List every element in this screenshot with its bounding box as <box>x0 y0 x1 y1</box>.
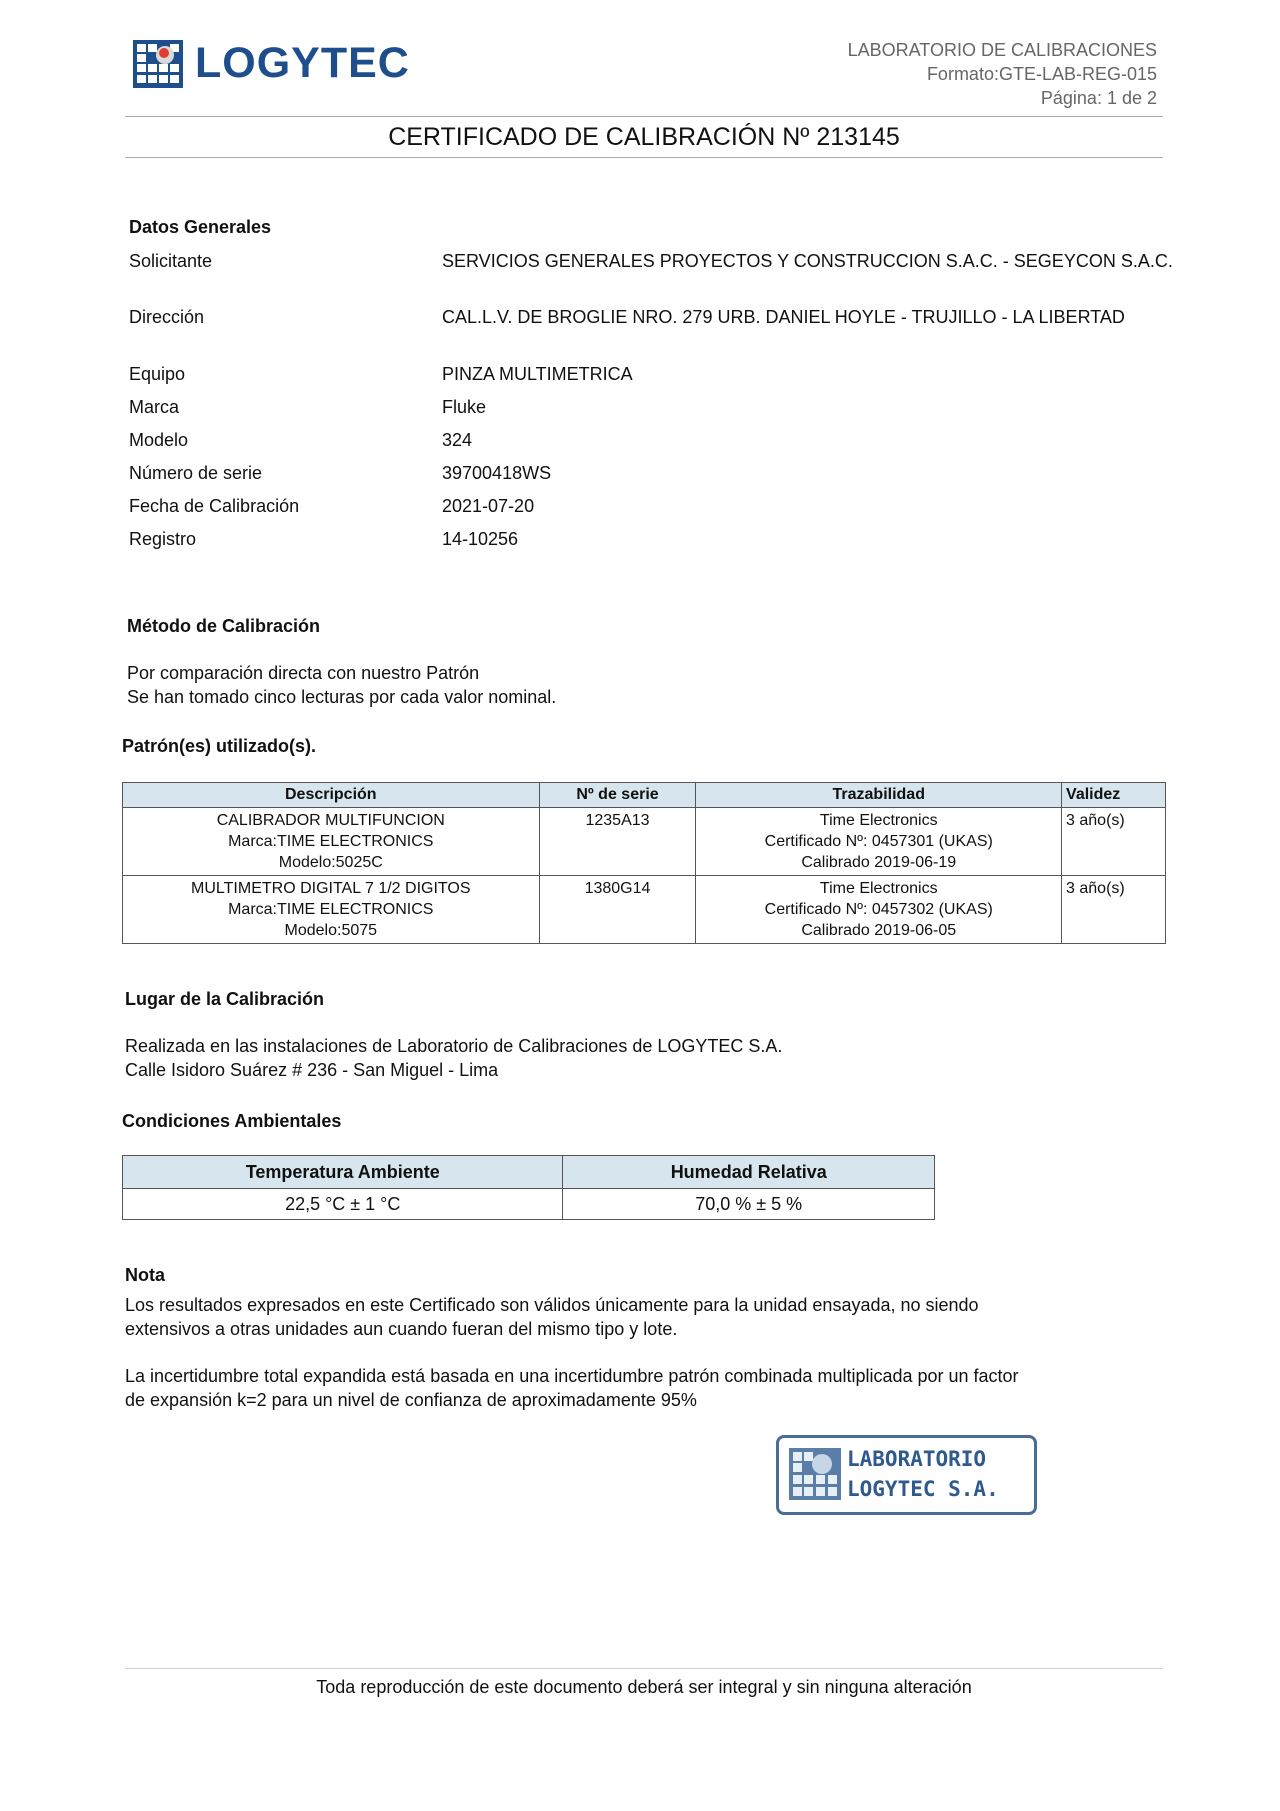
stamp-line: LOGYTEC S.A. <box>847 1477 999 1501</box>
traceability-cell <box>696 876 1062 944</box>
description-line: Modelo:5025C <box>278 854 383 871</box>
description-line: CALIBRADOR MULTIFUNCION <box>216 812 445 829</box>
general-value: CAL.L.V. DE BROGLIE NRO. 279 URB. DANIEL HOYLE - TRUJILLO - LA LIBERTAD <box>442 307 1125 327</box>
general-label: Número de serie <box>129 463 263 483</box>
environment-table <box>122 1155 935 1220</box>
general-value: 324 <box>442 430 473 450</box>
table-row <box>123 876 1166 944</box>
format-code: Formato:GTE-LAB-REG-015 <box>926 64 1157 84</box>
description-line: Marca:TIME ELECTRONICS <box>228 901 434 918</box>
standards-table-wrap <box>122 782 1166 944</box>
laboratory-stamp <box>776 1435 1037 1515</box>
footer-text: Toda reproducción de este documento deberá ser integral y sin ninguna alteración <box>316 1677 972 1697</box>
general-value: Fluke <box>442 397 487 417</box>
stamp-line: LABORATORIO <box>847 1447 987 1471</box>
general-label: Equipo <box>129 364 186 384</box>
logo-text: LOGYTEC <box>195 39 410 87</box>
general-label: Modelo <box>129 430 189 450</box>
logo-grid-icon <box>789 1448 841 1500</box>
table-row <box>123 1189 935 1220</box>
method-line: Por comparación directa con nuestro Patrón <box>127 663 480 683</box>
column-header: Trazabilidad <box>696 783 1062 808</box>
method-text <box>127 661 556 709</box>
environment-heading: Condiciones Ambientales <box>122 1111 342 1131</box>
header-info <box>848 38 1157 110</box>
method-line: Se han tomado cinco lecturas por cada valor nominal. <box>127 687 557 707</box>
traceability-line: Time Electronics <box>819 812 938 829</box>
traceability-line: Calibrado 2019-06-19 <box>801 854 957 871</box>
validity-cell: 3 año(s) <box>1062 876 1166 944</box>
general-label: Registro <box>129 529 197 549</box>
validity-cell: 3 año(s) <box>1062 808 1166 876</box>
logo-grid-icon <box>133 40 183 88</box>
serial-cell: 1235A13 <box>539 808 696 876</box>
table-row <box>123 808 1166 876</box>
general-value: PINZA MULTIMETRICA <box>442 364 633 384</box>
place-line: Realizada en las instalaciones de Laboratorio de Calibraciones de LOGYTEC S.A. <box>125 1036 783 1056</box>
column-header: Descripción <box>123 783 540 808</box>
standards-heading: Patrón(es) utilizado(s). <box>122 736 317 756</box>
note-paragraph: La incertidumbre total expandida está basada en una incertidumbre patrón combinada multiplicada por un factor de expansión k=2 para un nivel de confianza de aproximadamente 95% <box>125 1366 1019 1410</box>
general-label: Dirección <box>129 307 205 327</box>
description-line: Marca:TIME ELECTRONICS <box>228 833 434 850</box>
certificate-title: CERTIFICADO DE CALIBRACIÓN Nº 213145 <box>388 123 900 151</box>
note-paragraph: Los resultados expresados en este Certificado son válidos únicamente para la unidad ensayada, no siendo extensivos a otras unidades aun cuando fueran del mismo tipo y lote. <box>125 1295 979 1339</box>
traceability-line: Calibrado 2019-06-05 <box>801 922 957 939</box>
general-value: 14-10256 <box>442 529 519 549</box>
column-header: Humedad Relativa <box>563 1156 935 1189</box>
general-value: SERVICIOS GENERALES PROYECTOS Y CONSTRUCCION S.A.C. - SEGEYCON S.A.C. <box>442 251 1173 271</box>
general-value: 39700418WS <box>442 463 552 483</box>
footer-divider <box>125 1668 1163 1669</box>
column-header: Nº de serie <box>539 783 696 808</box>
header-divider <box>125 116 1163 117</box>
environment-table-wrap <box>122 1155 935 1220</box>
column-header: Validez <box>1062 783 1166 808</box>
general-label: Fecha de Calibración <box>129 496 300 516</box>
traceability-line: Certificado Nº: 0457301 (UKAS) <box>764 833 993 850</box>
general-label: Marca <box>129 397 180 417</box>
description-line: MULTIMETRO DIGITAL 7 1/2 DIGITOS <box>191 880 471 897</box>
serial-cell: 1380G14 <box>539 876 696 944</box>
note-heading: Nota <box>125 1265 165 1285</box>
traceability-line: Certificado Nº: 0457302 (UKAS) <box>764 901 993 918</box>
stamp-text <box>847 1444 999 1504</box>
page-number: Página: 1 de 2 <box>1040 88 1157 108</box>
traceability-line: Time Electronics <box>819 880 938 897</box>
lab-name: LABORATORIO DE CALIBRACIONES <box>847 40 1157 60</box>
place-line: Calle Isidoro Suárez # 236 - San Miguel - Lima <box>125 1060 499 1080</box>
description-cell <box>123 876 540 944</box>
column-header: Temperatura Ambiente <box>123 1156 563 1189</box>
traceability-cell <box>696 808 1062 876</box>
logo <box>133 40 183 93</box>
method-heading: Método de Calibración <box>127 616 321 636</box>
standards-table <box>122 782 1166 944</box>
environment-header-row <box>123 1156 935 1189</box>
description-line: Modelo:5075 <box>284 922 378 939</box>
place-text <box>125 1034 782 1082</box>
general-label: Solicitante <box>129 251 213 271</box>
humidity-value: 70,0 % ± 5 % <box>563 1189 935 1220</box>
place-heading: Lugar de la Calibración <box>125 989 325 1009</box>
general-value: 2021-07-20 <box>442 496 535 516</box>
general-heading: Datos Generales <box>129 217 272 237</box>
description-cell <box>123 808 540 876</box>
temperature-value: 22,5 °C ± 1 °C <box>123 1189 563 1220</box>
standards-header-row <box>123 783 1166 808</box>
title-divider <box>125 157 1163 158</box>
